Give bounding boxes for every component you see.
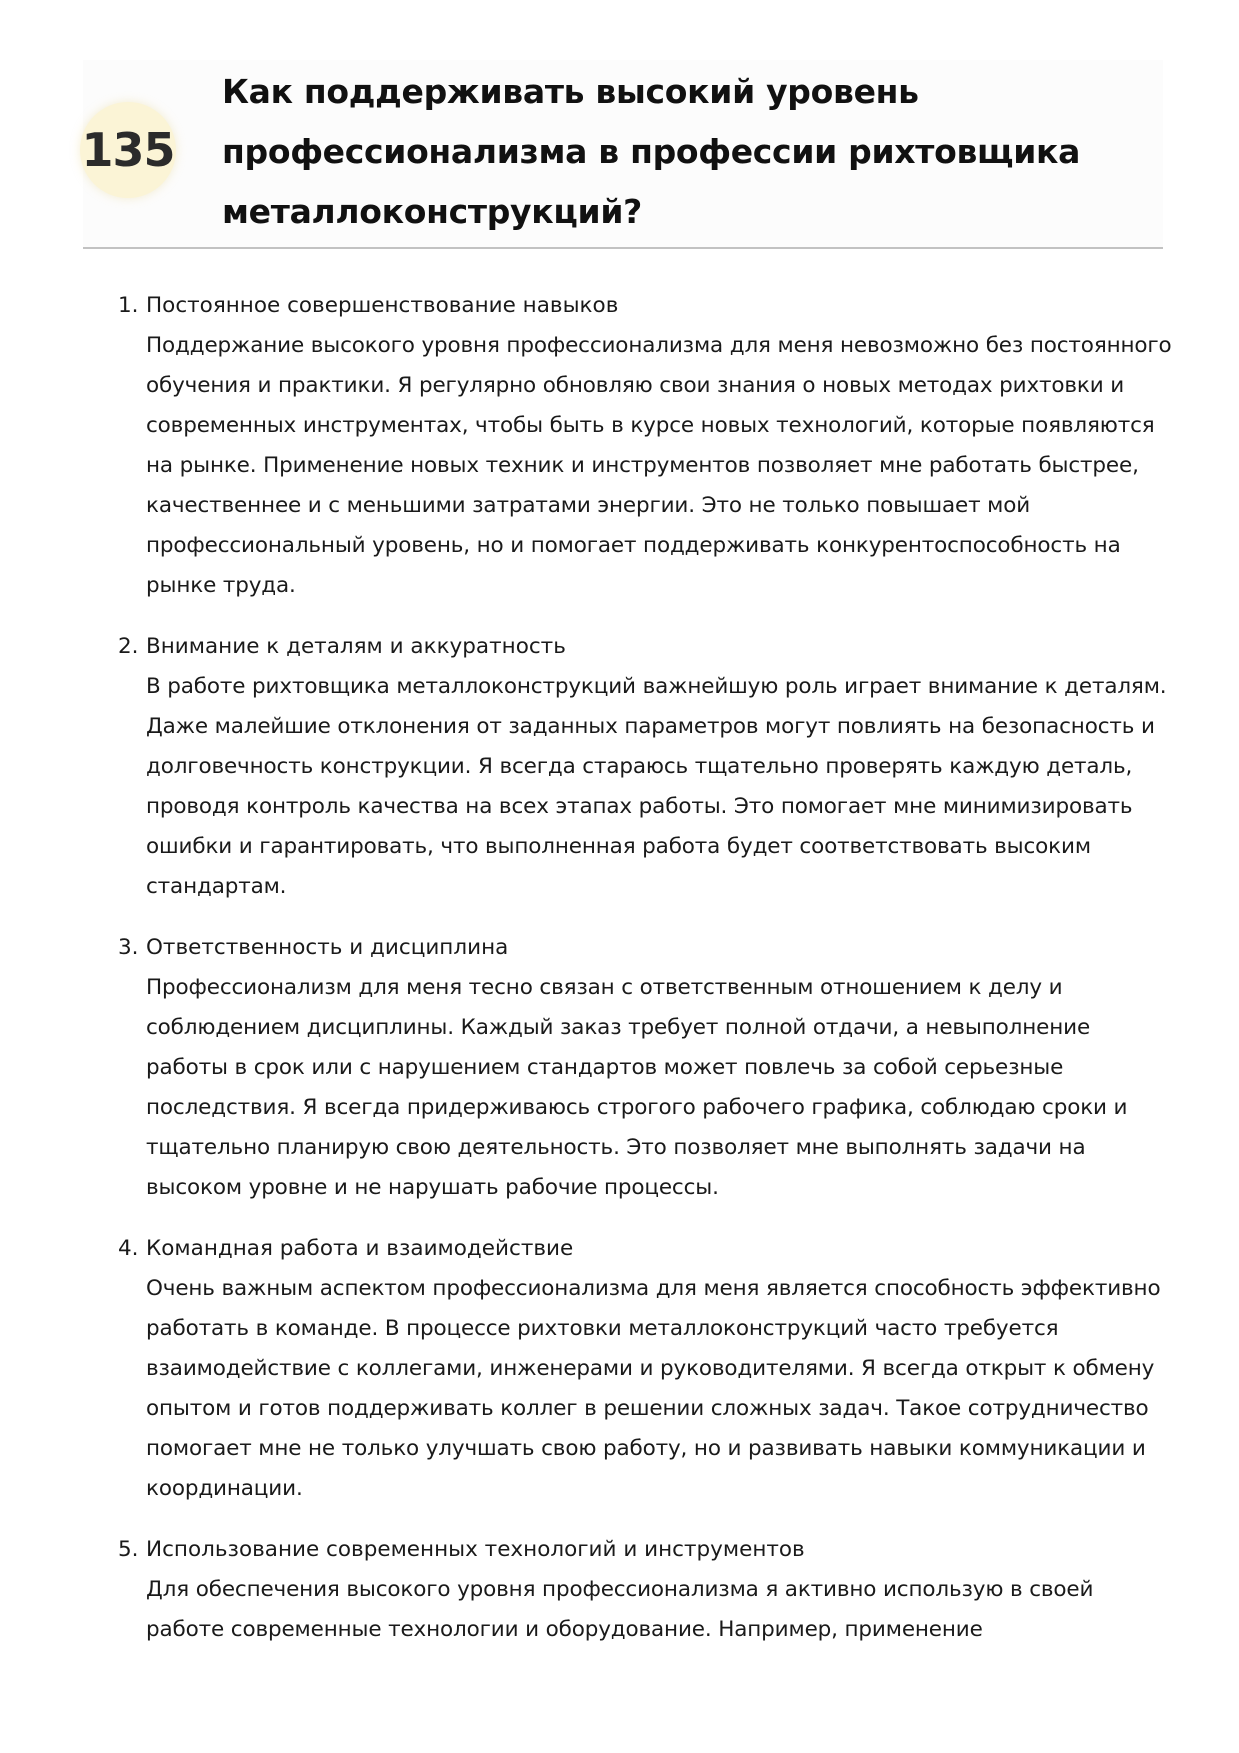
list-item-number: 1. [118, 293, 139, 318]
list-item-body: Поддержание высокого уровня профессионализма для меня невозможно без постоянного обучения и практики. Я регулярно обновляю свои знания о новых методах рихтовки и современных инструментах, чтобы быть в курсе новых технологий, которые появляются на рынке. Применение новых техник и инструментов позволяет мне работать быстрее, качественнее и с меньшими затратами энергии. Это не только повышает мой профессиональный уровень, но и помогает поддерживать конкурентоспособность на рынке труда. [146, 333, 1172, 598]
list-item-title: Использование современных технологий и инструментов [146, 1537, 805, 1562]
list-item [118, 627, 1178, 907]
list-item [118, 928, 1178, 1208]
list-item-title: Ответственность и дисциплина [146, 935, 509, 960]
list-item-title: Постоянное совершенствование навыков [146, 293, 619, 318]
list-item-number: 4. [118, 1236, 139, 1261]
list-item-number: 3. [118, 935, 139, 960]
list-item-title: Внимание к деталям и аккуратность [146, 634, 566, 659]
list-item-body: Профессионализм для меня тесно связан с ответственным отношением к делу и соблюдением дисциплины. Каждый заказ требует полной отдачи, а невыполнение работы в срок или с нарушением стандартов может повлечь за собой серьезные последствия. Я всегда придерживаюсь строгого рабочего графика, соблюдаю сроки и тщательно планирую свою деятельность. Это позволяет мне выполнять задачи на высоком уровне и не нарушать рабочие процессы. [146, 975, 1128, 1200]
content-list [118, 286, 1178, 1671]
list-item-body: Для обеспечения высокого уровня профессионализма я активно использую в своей работе современные технологии и оборудование. Например, применение [146, 1577, 1094, 1642]
list-item-body: В работе рихтовщика металлоконструкций важнейшую роль играет внимание к деталям. Даже малейшие отклонения от заданных параметров могут повлиять на безопасность и долговечность конструкции. Я всегда стараюсь тщательно проверять каждую деталь, проводя контроль качества на всех этапах работы. Это помогает мне минимизировать ошибки и гарантировать, что выполненная работа будет соответствовать высоким стандартам. [146, 674, 1167, 899]
list-item [118, 1229, 1178, 1509]
list-item [118, 1530, 1178, 1650]
list-item-body: Очень важным аспектом профессионализма для меня является способность эффективно работать в команде. В процессе рихтовки металлоконструкций часто требуется взаимодействие с коллегами, инженерами и руководителями. Я всегда открыт к обмену опытом и готов поддерживать коллег в решении сложных задач. Такое сотрудничество помогает мне не только улучшать свою работу, но и развивать навыки коммуникации и координации. [146, 1276, 1161, 1501]
page-number-badge [80, 102, 176, 198]
list-item-number: 5. [118, 1537, 139, 1562]
page-title: Как поддерживать высокий уровень профессионализма в профессии рихтовщика металлоконструкций? [222, 72, 1081, 231]
list-item-number: 2. [118, 634, 139, 659]
list-item [118, 286, 1178, 606]
page-number: 135 [81, 123, 175, 177]
list-item-title: Командная работа и взаимодействие [146, 1236, 574, 1261]
